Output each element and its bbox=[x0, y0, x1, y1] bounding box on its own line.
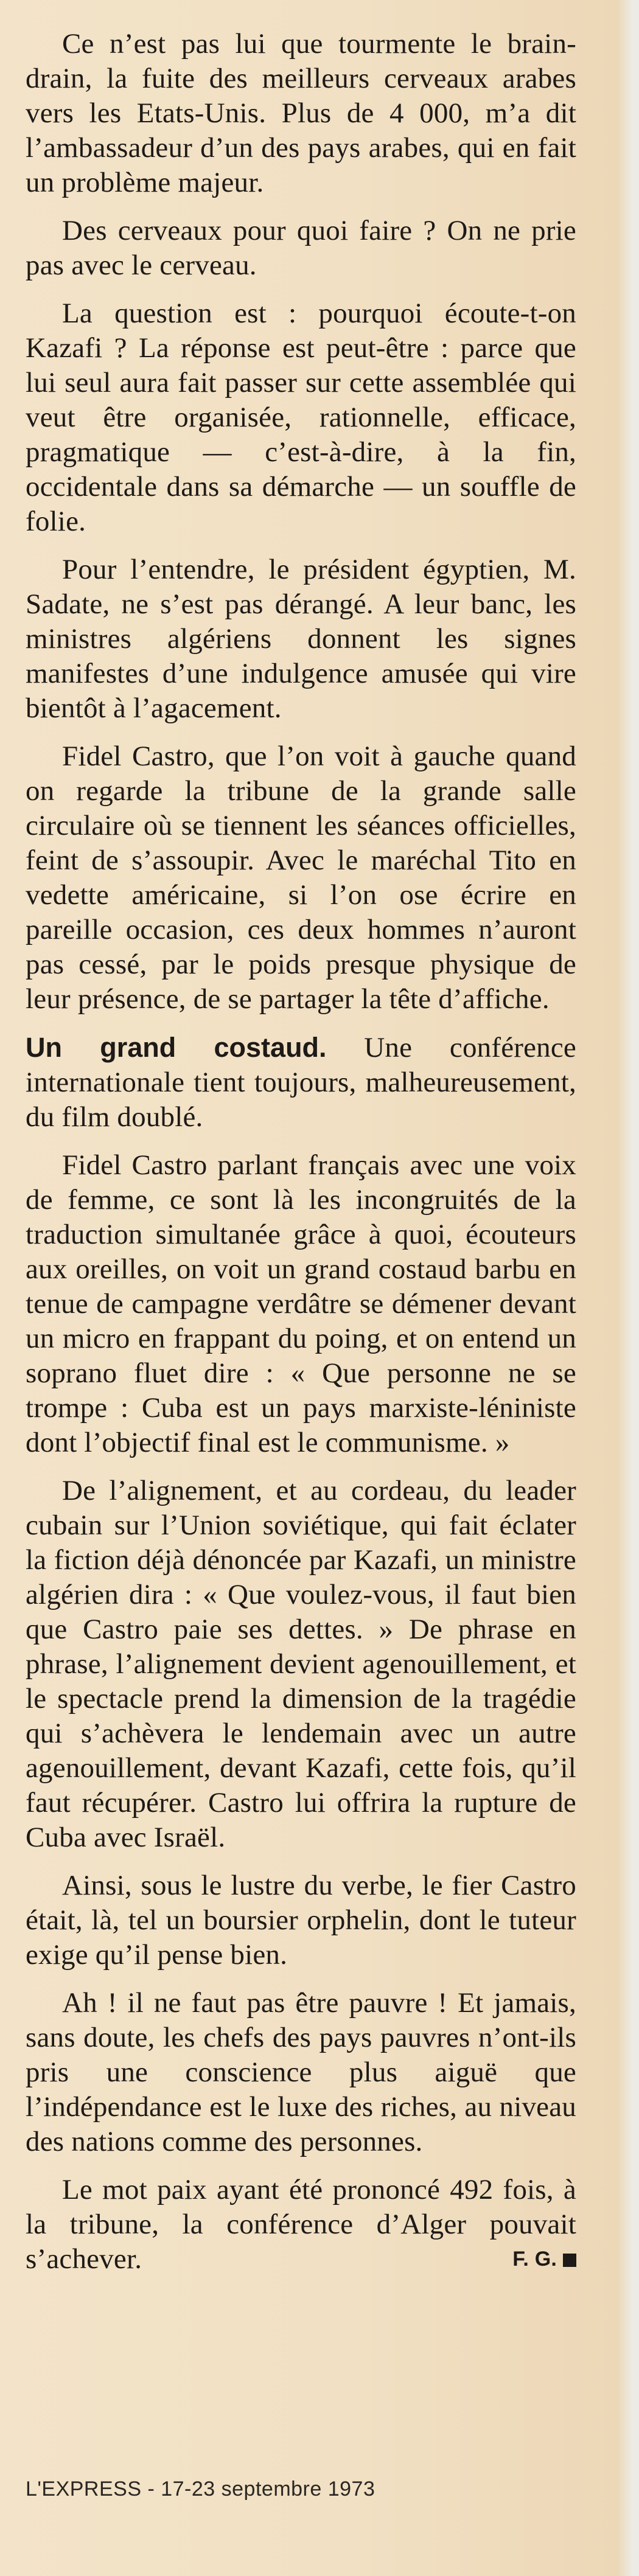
article-column bbox=[26, 27, 576, 2290]
article-paragraph: Ainsi, sous le lustre du verbe, le fier Castro était, là, tel un boursier orphelin, dont le tuteur exige qu’il pense bien. bbox=[26, 1870, 576, 1971]
section-lead-text: Une conférence internationale tient toujours, malheureusement, du film doublé. bbox=[26, 1032, 576, 1133]
article-paragraph: De l’alignement, et au cordeau, du leader cubain sur l’Union soviétique, qui fait éclater la fiction déjà dénoncée par Kazafi, un ministre algérien dira : « Que voulez-vous, il faut bien que Castro paie ses dettes. » De phrase en phrase, l’alignement devient agenouillement, et le spectacle prend la dimension de la tragédie qui s’achèvera le lendemain avec un autre agenouillement, devant Kazafi, cette fois, qu’il faut récupérer. Castro lui offrira la rupture de Cuba avec Israël. bbox=[26, 1475, 576, 1853]
section-heading: Un grand costaud. bbox=[26, 1032, 327, 1063]
article-paragraph: Des cerveaux pour quoi faire ? On ne prie pas avec le cerveau. bbox=[26, 215, 576, 281]
section-paragraph bbox=[26, 1030, 576, 1135]
article-paragraph: Fidel Castro, que l’on voit à gauche quand on regarde la tribune de la grande salle circulaire où se tiennent les séances officielles, feint de s’assoupir. Avec le maréchal Tito en vedette américaine, si l’on ose écrire en pareille occasion, ces deux hommes n’auront pas cessé, par le poids presque physique de leur présence, de se partager la tête d’affiche. bbox=[26, 740, 576, 1015]
final-paragraph bbox=[26, 2173, 576, 2277]
author-signature bbox=[476, 2242, 576, 2277]
article-paragraph: Pour l’entendre, le président égyptien, M. Sadate, ne s’est pas dérangé. A leur banc, les ministres algériens donnent les signes manifestes d’une indulgence amusée qui vire bientôt à l’agacement. bbox=[26, 554, 576, 724]
end-mark-square-icon bbox=[563, 2254, 576, 2267]
article-paragraph: La question est : pourquoi écoute-t-on Kazafi ? La réponse est peut-être : parce que lui seul aura fait passer sur cette assemblée qui veut être organisée, rationnelle, efficace, pragmatique — c’est-à-dire, à la fin, occidentale dans sa démarche — un souffle de folie. bbox=[26, 298, 576, 537]
final-paragraph-text: Le mot paix ayant été prononcé 492 fois, à la tribune, la conférence d’Alger pouvait s’achever. bbox=[26, 2174, 576, 2275]
article-paragraph: Ce n’est pas lui que tourmente le brain-drain, la fuite des meilleurs cerveaux arabes vers les Etats-Unis. Plus de 4 000, m’a dit l’ambassadeur d’un des pays arabes, qui en fait un problème majeur. bbox=[26, 28, 576, 198]
publication-credit: L'EXPRESS - 17-23 septembre 1973 bbox=[26, 2477, 375, 2501]
article-paragraph: Fidel Castro parlant français avec une voix de femme, ce sont là les incongruités de la traduction simultanée grâce à quoi, écouteurs aux oreilles, on voit un grand costaud barbu en tenue de campagne verdâtre se démener devant un micro en frappant du poing, et on entend un soprano fluet dire : « Que personne ne se trompe : Cuba est un pays marxiste-léniniste dont l’objectif final est le communisme. » bbox=[26, 1149, 576, 1458]
article-paragraph: Ah ! il ne faut pas être pauvre ! Et jamais, sans doute, les chefs des pays pauvres n’ont-ils pris une conscience plus aiguë que l’indépendance est le luxe des riches, au niveau des nations comme des personnes. bbox=[26, 1987, 576, 2157]
signature-initials: F. G. bbox=[512, 2247, 557, 2271]
